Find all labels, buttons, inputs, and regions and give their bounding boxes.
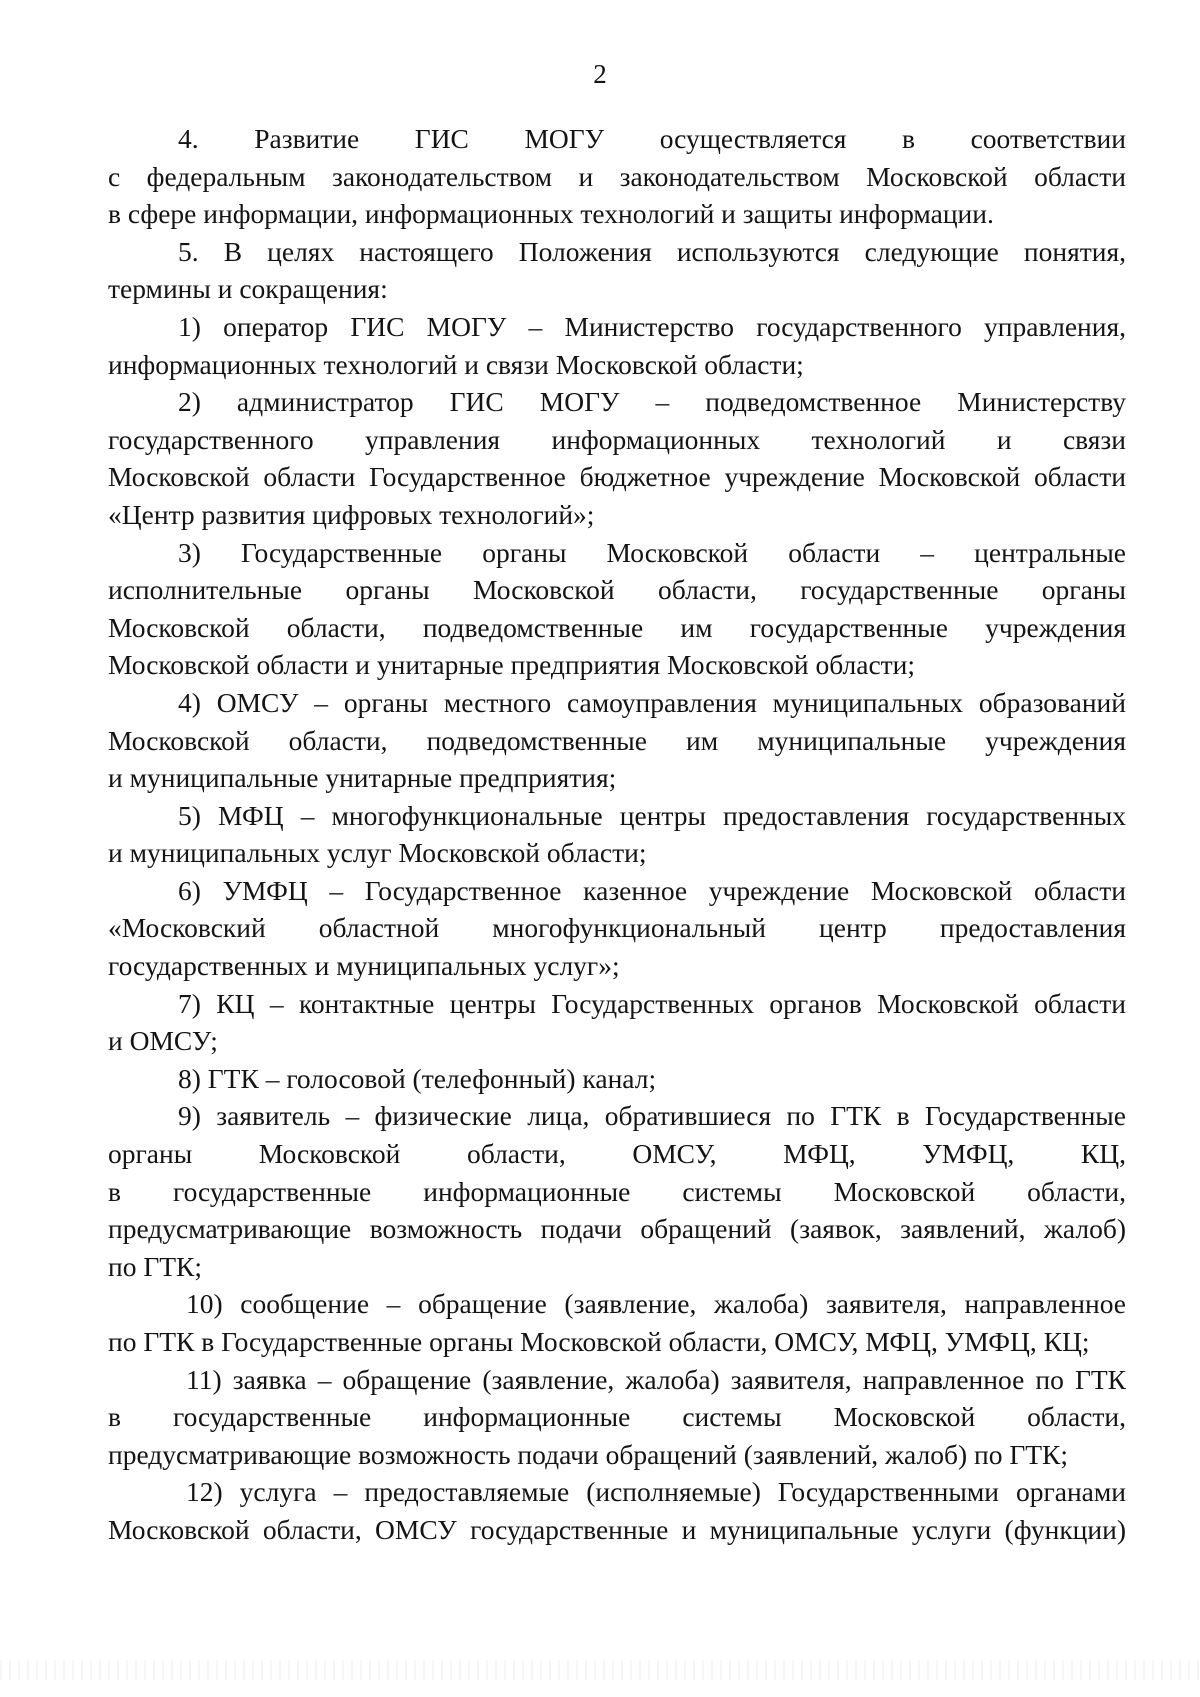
text-line: предусматривающие возможность подачи обращений (заявлений, жалоб) по ГТК; (108, 1438, 1069, 1470)
text-line: «Московский областной многофункциональный центр предоставления (108, 912, 1126, 944)
text-line: 4) ОМСУ – органы местного самоуправления муниципальных образований (178, 686, 1126, 718)
text-line: в государственные информационные системы Московской области, (108, 1401, 1126, 1433)
text-line: 1) оператор ГИС МОГУ – Министерство государственного управления, (178, 310, 1126, 342)
definition-item-1 (108, 308, 1126, 383)
page-number: 2 (593, 59, 607, 89)
text-line: предусматривающие возможность подачи обращений (заявок, заявлений, жалоб) (108, 1213, 1126, 1245)
definition-item-8 (108, 1060, 1126, 1098)
text-line: 7) КЦ – контактные центры Государственных органов Московской области (178, 987, 1126, 1019)
definition-item-4 (108, 684, 1126, 797)
text-line: и муниципальные унитарные предприятия; (108, 762, 617, 794)
text-line: Московской области, ОМСУ государственные и муниципальные услуги (функции) (108, 1513, 1126, 1545)
text-line: 3) Государственные органы Московской области – центральные (178, 536, 1126, 568)
text-line: 4. Развитие ГИС МОГУ осуществляется в соответствии (178, 123, 1126, 154)
text-line: государственного управления информационных технологий и связи (108, 423, 1126, 455)
text-line: органы Московской области, ОМСУ, МФЦ, УМФЦ, КЦ, (108, 1138, 1126, 1170)
document-body (108, 120, 1126, 1549)
text-line: Московской области и унитарные предприятия Московской области; (108, 649, 916, 681)
paragraph-5 (108, 233, 1126, 308)
text-line: «Центр развития цифровых технологий»; (108, 498, 595, 530)
definition-item-2 (108, 383, 1126, 533)
scan-artifact-strip (0, 1660, 1200, 1680)
text-line: Московской области, подведомственные им муниципальные учреждения (108, 724, 1126, 756)
text-line: в сфере информации, информационных технологий и защиты информации. (108, 198, 994, 230)
text-line: 12) услуга – предоставляемые (исполняемые) Государственными органами (186, 1476, 1126, 1508)
definition-item-7 (108, 985, 1126, 1060)
text-line: в государственные информационные системы Московской области, (108, 1175, 1126, 1207)
paragraph-4 (108, 120, 1126, 233)
text-line: 9) заявитель – физические лица, обратившиеся по ГТК в Государственные (178, 1100, 1126, 1132)
definition-item-3 (108, 534, 1126, 684)
definition-item-12 (108, 1473, 1126, 1548)
text-line: по ГТК в Государственные органы Московской области, ОМСУ, МФЦ, УМФЦ, КЦ; (108, 1326, 1090, 1357)
definition-item-10 (108, 1285, 1126, 1360)
text-line: государственных и муниципальных услуг»; (108, 950, 620, 982)
text-line: и муниципальных услуг Московской области; (108, 837, 647, 869)
text-line: 2) администратор ГИС МОГУ – подведомственное Министерству (178, 386, 1126, 418)
definition-item-5 (108, 797, 1126, 872)
text-line: 6) УМФЦ – Государственное казенное учреждение Московской области (178, 874, 1126, 906)
text-line: 5) МФЦ – многофункциональные центры предоставления государственных (178, 799, 1126, 831)
text-line: информационных технологий и связи Московской области; (108, 348, 804, 380)
text-line: по ГТК; (108, 1250, 203, 1282)
text-line: 10) сообщение – обращение (заявление, жалоба) заявителя, направленное (186, 1288, 1126, 1320)
text-line: Московской области Государственное бюджетное учреждение Московской области (108, 461, 1126, 493)
text-line: термины и сокращения: (108, 273, 388, 305)
text-line: с федеральным законодательством и законодательством Московской области (108, 160, 1126, 192)
definition-item-6 (108, 872, 1126, 985)
text-line: 8) ГТК – голосовой (телефонный) канал; (178, 1062, 657, 1094)
definition-item-9 (108, 1097, 1126, 1285)
text-line: исполнительные органы Московской области, государственные органы (108, 574, 1126, 606)
text-line: Московской области, подведомственные им государственные учреждения (108, 611, 1126, 643)
text-line: 5. В целях настоящего Положения используются следующие понятия, (178, 235, 1126, 267)
text-line: 11) заявка – обращение (заявление, жалоба) заявителя, направленное по ГТК (186, 1363, 1126, 1395)
definition-item-11 (108, 1361, 1126, 1474)
text-line: и ОМСУ; (108, 1025, 218, 1057)
